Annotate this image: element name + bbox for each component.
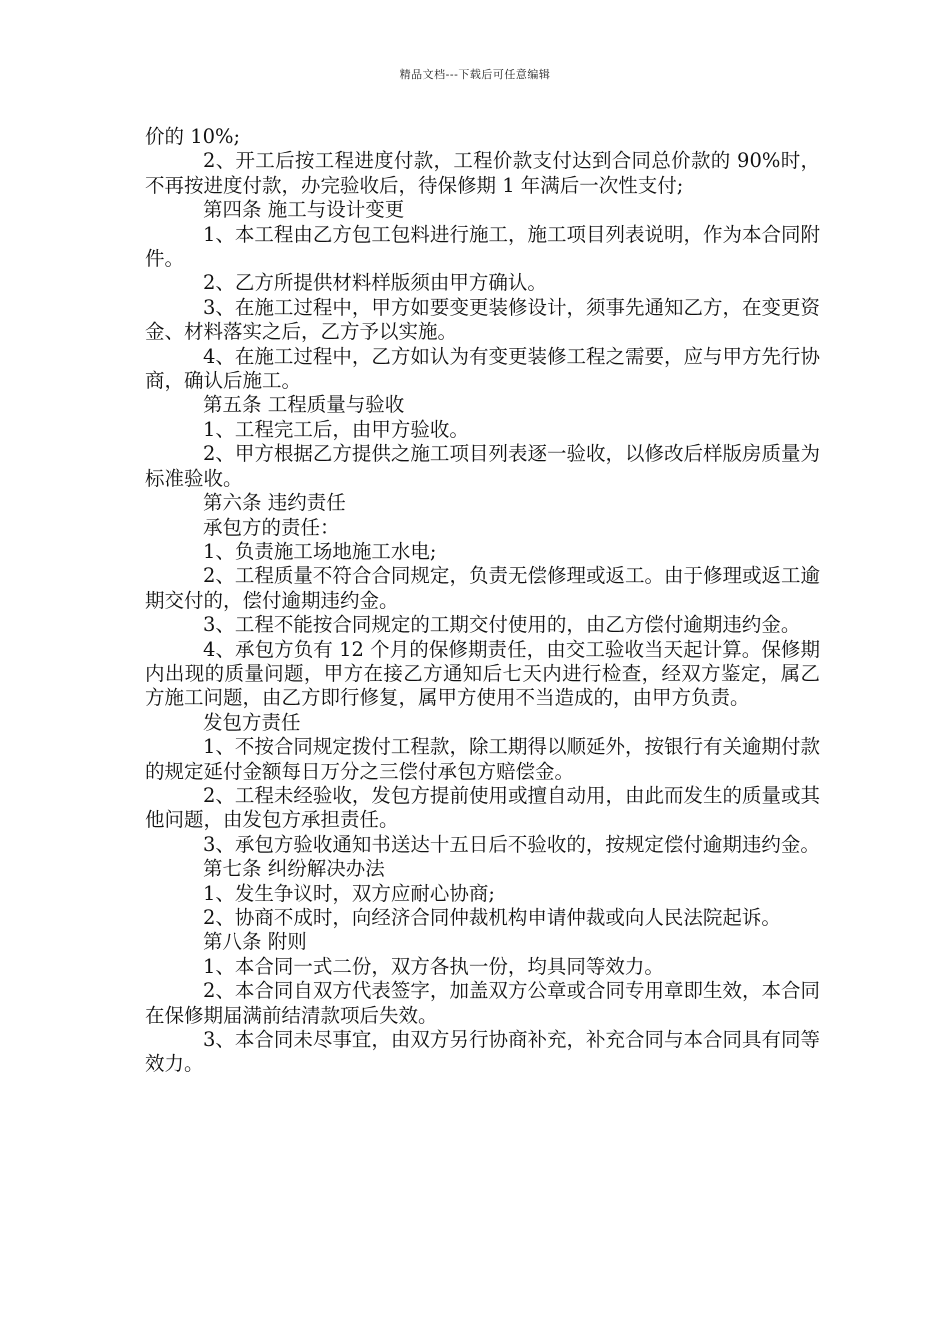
contract-paragraph: 2、本合同自双方代表签字，加盖双方公章或合同专用章即生效，本合同在保修期届满前结清款项后失效。 [145,979,820,1027]
page-header: 精品文档---下载后可任意编辑 [399,68,551,81]
contract-paragraph: 1、发生争议时，双方应耐心协商; [203,881,495,905]
contract-paragraph: 第四条 施工与设计变更 [203,198,405,222]
contract-paragraph: 4、承包方负有 12 个月的保修期责任，由交工验收当天起计算。保修期内出现的质量问题，甲方在接乙方通知后七天内进行检查，经双方鉴定，属乙方施工问题，由乙方即行修复，属甲方使用不当造成的，由甲方负责。 [145,637,820,710]
contract-paragraph: 3、本合同未尽事宜，由双方另行协商补充，补充合同与本合同具有同等效力。 [145,1028,820,1076]
contract-paragraph: 承包方的责任： [203,515,340,539]
document-body [145,125,820,1077]
contract-paragraph: 发包方责任 [203,710,301,734]
contract-paragraph: 3、在施工过程中，甲方如要变更装修设计，须事先通知乙方，在变更资金、材料落实之后，乙方予以实施。 [145,295,820,344]
contract-paragraph: 第六条 违约责任 [203,491,346,515]
contract-paragraph: 第五条 工程质量与验收 [203,393,405,417]
contract-paragraph: 1、不按合同规定拨付工程款，除工期得以顺延外，按银行有关逾期付款的规定延付金额每日万分之三偿付承包方赔偿金。 [145,735,820,783]
contract-paragraph: 价的 10%; [145,125,241,148]
contract-paragraph: 1、工程完工后，由甲方验收。 [203,417,469,441]
contract-paragraph: 3、工程不能按合同规定的工期交付使用的，由乙方偿付逾期违约金。 [203,613,801,637]
contract-paragraph: 1、本工程由乙方包工包料进行施工，施工项目列表说明，作为本合同附件。 [145,222,820,271]
contract-paragraph: 2、甲方根据乙方提供之施工项目列表逐一验收，以修改后样版房质量为标准验收。 [145,442,820,490]
contract-paragraph: 2、协商不成时，向经济合同仲裁机构申请仲裁或向人民法院起诉。 [203,906,781,929]
contract-paragraph: 3、承包方验收通知书送达十五日后不验收的，按规定偿付逾期违约金。 [203,832,820,856]
contract-paragraph: 2、乙方所提供材料样版须由甲方确认。 [203,271,547,295]
contract-paragraph: 1、负责施工场地施工水电; [203,539,437,563]
contract-paragraph: 1、本合同一式二份，双方各执一份，均具同等效力。 [203,954,664,978]
contract-paragraph: 第八条 附则 [203,930,307,954]
contract-paragraph: 第七条 纠纷解决办法 [203,857,385,881]
contract-paragraph: 2、工程未经验收，发包方提前使用或擅自动用，由此而发生的质量或其他问题，由发包方承担责任。 [145,783,820,832]
contract-paragraph: 4、在施工过程中，乙方如认为有变更装修工程之需要，应与甲方先行协商，确认后施工。 [145,344,820,393]
contract-paragraph: 2、开工后按工程进度付款，工程价款支付达到合同总价款的 90%时，不再按进度付款，办完验收后，待保修期 1 年满后一次性支付; [145,149,820,197]
contract-paragraph: 2、工程质量不符合合同规定，负责无偿修理或返工。由于修理或返工逾期交付的，偿付逾期违约金。 [145,564,820,612]
